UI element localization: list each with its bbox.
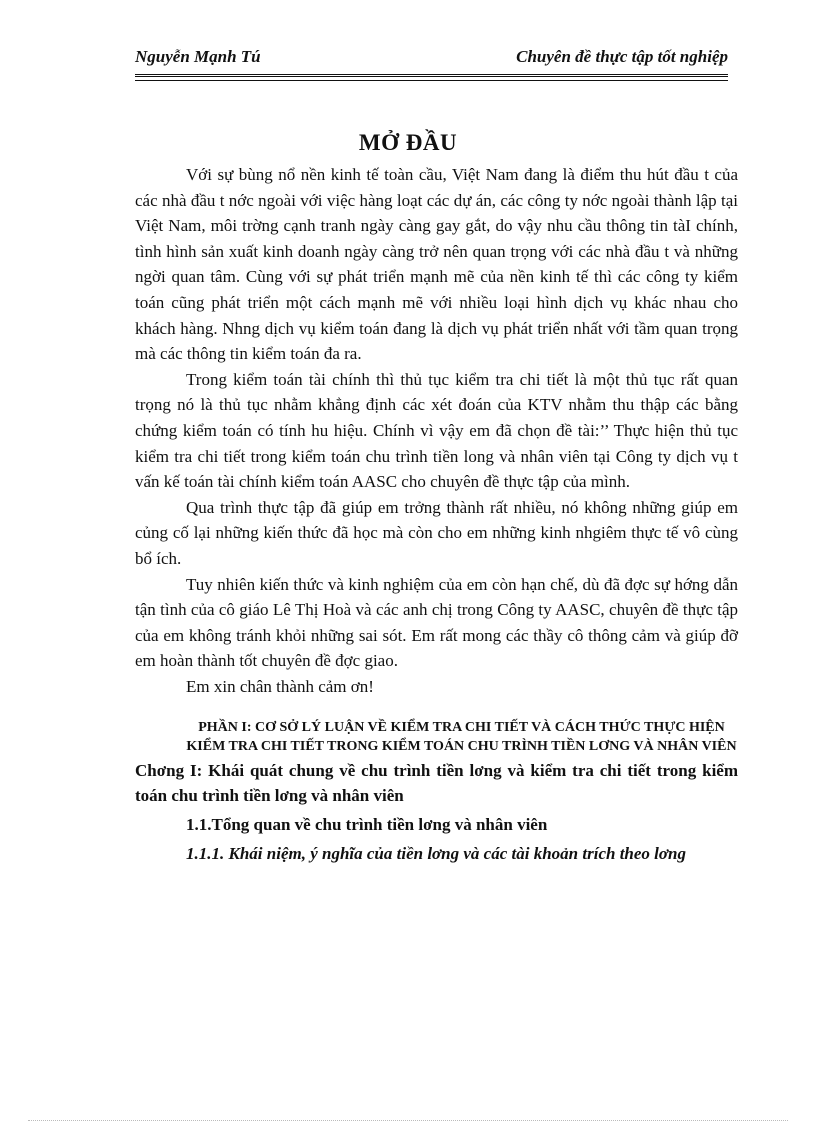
part-heading: PHẦN I: CƠ SỞ LÝ LUẬN VỀ KIỂM TRA CHI TIẾT VÀ CÁCH THỨC THỰC HIỆN KIỂM TRA CHI TIẾT TRONG KIỂM TOÁN CHU TRÌNH TIỀN LƠNG VÀ NHÂN VIÊN	[186, 720, 737, 755]
paragraph-topic: Trong kiểm toán tài chính thì thủ tục kiểm tra chi tiết là một thủ tục rất quan trọng nó là thủ tục nhằm khẳng định các xét đoán của KTV nhằm thu thập các bằng chứng kiểm toán có tính hu hiệu. Chính vì vậy em đã chọn đề tài:’’ Thực hiện thủ tục kiểm tra chi tiết trong kiểm toán chu trình tiền long và nhân viên tại Công ty dịch vụ t vấn kế toán tài chính kiểm toán AASC cho chuyên đề thực tập của mình.	[135, 369, 738, 492]
paragraph-limitations: Tuy nhiên kiến thức và kinh nghiệm của em còn hạn chế, dù đã đợc sự hớng dẫn tận tình của cô giáo Lê Thị Hoà và các anh chị trong Công ty AASC, chuyên đề thực tập của em không tránh khỏi những sai sót. Em rất mong các thầy cô thông cảm và giúp đỡ em hoàn thành tốt chuyên đề đợc giao.	[135, 574, 738, 671]
page-title: MỞ ĐẦU	[358, 130, 458, 155]
section-heading: 1.1.Tổng quan về chu trình tiền lơng và nhân viên	[186, 815, 548, 835]
document-body	[135, 162, 738, 866]
footer-divider	[28, 1120, 788, 1121]
paragraph-internship: Qua trình thực tập đã giúp em trởng thành rất nhiều, nó không những giúp em củng cố lại những kiến thức đã học mà còn cho em những kinh nhgiêm thực tế vô cùng bổ ích.	[135, 497, 738, 568]
header-author: Nguyễn Mạnh Tú	[135, 47, 261, 66]
chapter-heading: Chơng I: Khái quát chung về chu trình tiền lơng và kiểm tra chi tiết trong kiểm toán chu trình tiền lơng và nhân viên	[135, 761, 738, 806]
page-header	[135, 47, 728, 67]
paragraph-intro: Với sự bùng nổ nền kinh tế toàn cầu, Việt Nam đang là điểm thu hút đầu t của các nhà đầu t nớc ngoài với việc hàng loạt các dự án, các công ty nớc ngoài thành lập tại Việt Nam, môi trờng cạnh tranh ngày càng gay gắt, do vậy nhu cầu thông tin tàI chính, tình hình sản xuất kinh doanh ngày càng trở nên quan trọng với các nhà đầu t và những ngời quan tâm. Cùng với sự phát triển mạnh mẽ của nền kinh tế thì các công ty kiểm toán cũng phát triển một cách mạnh mẽ với nhiều loại hình dịch vụ khác nhau cho khách hàng. Nhng dịch vụ kiểm toán đang là dịch vụ phát triển nhất với tầm quan trọng mà các thông tin kiểm toán đa ra.	[135, 165, 738, 364]
header-doc-type: Chuyên đề thực tập tốt nghiệp	[516, 47, 728, 66]
header-divider	[135, 74, 728, 81]
subsection-heading: 1.1.1. Khái niệm, ý nghĩa của tiền lơng và các tài khoản trích theo lơng	[186, 844, 686, 864]
paragraph-thanks: Em xin chân thành cảm ơn!	[186, 676, 374, 696]
